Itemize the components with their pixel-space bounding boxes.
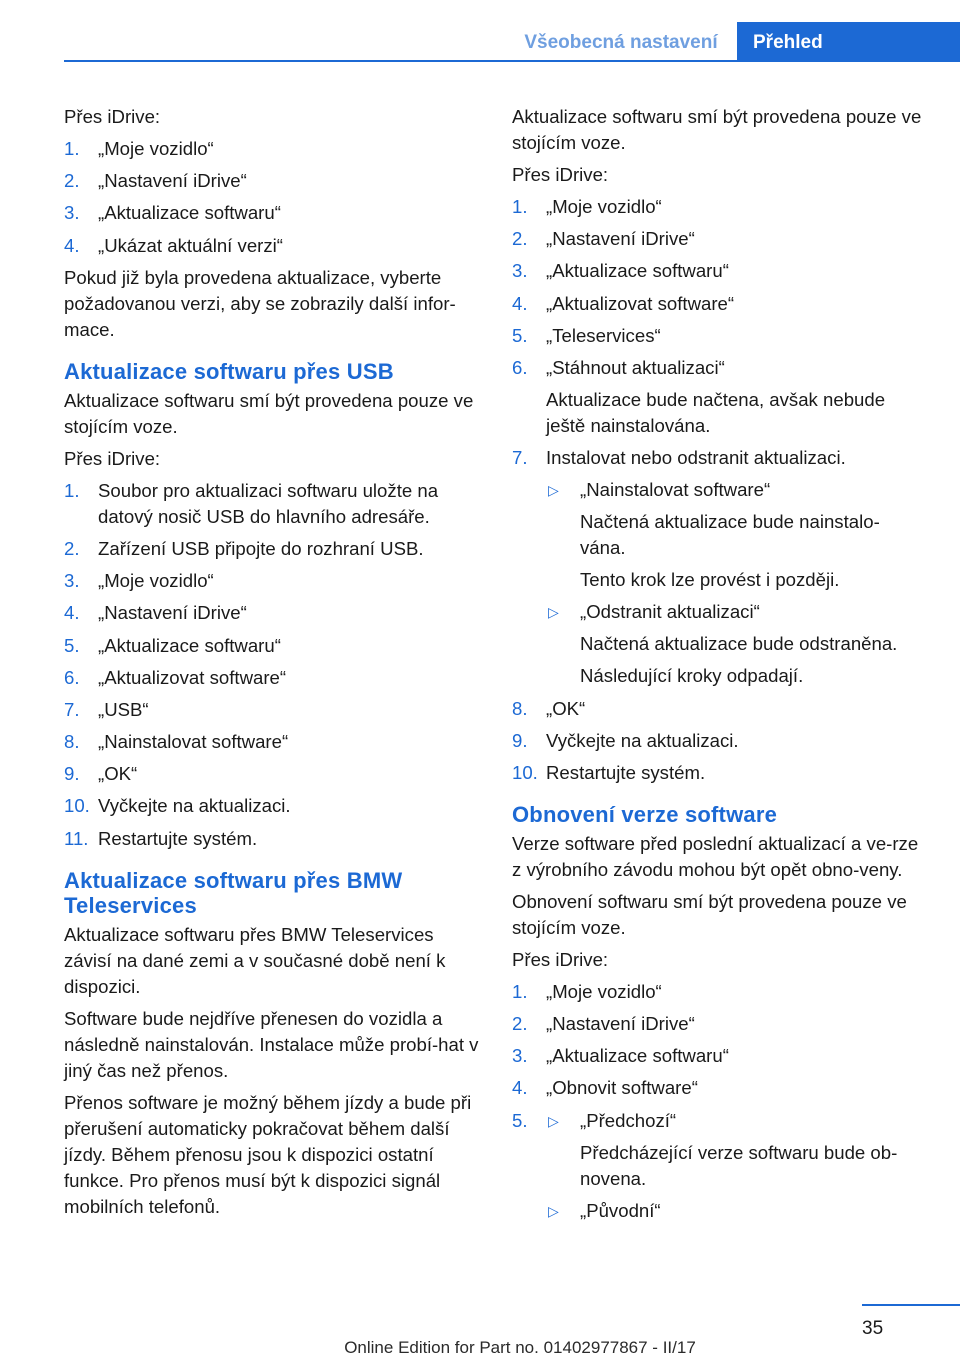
step-text: Restartujte systém. bbox=[546, 761, 706, 783]
step-text: „Nainstalovat software“ bbox=[98, 731, 289, 753]
step-number: 7. bbox=[64, 698, 80, 720]
step-number: 10. bbox=[512, 761, 538, 783]
option-label: „Odstranit aktualizaci“ bbox=[580, 601, 760, 623]
paragraph: Přenos software je možný během jízdy a bude při přerušení automaticky pokračovat během další jízdy. Během přenosu jsou k dispozici ostatní funkce. Pro přenos musí být k dispozici signál mobilních telefonů. bbox=[64, 1091, 472, 1217]
step-note: Aktualizace bude načtena, avšak nebude ještě nainstalována. bbox=[546, 388, 886, 436]
header-section-title: Všeobecná nastavení bbox=[524, 32, 718, 53]
page-number: 35 bbox=[862, 1318, 884, 1339]
list-item bbox=[512, 979, 924, 1005]
option-note: Následující kroky odpadají. bbox=[580, 665, 804, 687]
option-label: „Nainstalovat software“ bbox=[580, 479, 771, 501]
step-number: 4. bbox=[512, 292, 528, 314]
step-number: 1. bbox=[64, 138, 80, 159]
paragraph: Přes iDrive: bbox=[512, 164, 609, 185]
option-label: „Předchozí“ bbox=[580, 1109, 677, 1131]
step-text: „Ukázat aktuální verzi“ bbox=[98, 234, 283, 256]
list-item bbox=[64, 200, 479, 226]
list-item bbox=[64, 697, 479, 723]
steps-list bbox=[64, 136, 479, 259]
step-text: „USB“ bbox=[98, 698, 149, 720]
triangle-right-icon: ▷ bbox=[548, 1202, 559, 1219]
paragraph: Aktualizace softwaru smí být provedena pouze ve stojícím voze. bbox=[512, 106, 922, 153]
list-item bbox=[64, 761, 479, 787]
step-number: 11. bbox=[64, 827, 89, 849]
step-text: „Aktualizace softwaru“ bbox=[98, 202, 281, 224]
step-text: Restartujte systém. bbox=[98, 827, 258, 849]
list-item bbox=[64, 793, 479, 819]
paragraph: Aktualizace softwaru smí být provedena pouze ve stojícím voze. bbox=[64, 389, 474, 437]
step-number: 3. bbox=[512, 260, 528, 282]
list-item bbox=[512, 1011, 924, 1037]
option-list bbox=[546, 1108, 924, 1224]
step-text: „OK“ bbox=[546, 697, 586, 719]
step-text: Vyčkejte na aktualizaci. bbox=[98, 795, 291, 817]
step-number: 5. bbox=[512, 324, 528, 346]
step-number: 6. bbox=[512, 356, 528, 378]
step-text: Instalovat nebo odstranit aktualizaci. bbox=[546, 447, 846, 469]
option-item bbox=[546, 1198, 924, 1224]
step-text: „Aktualizace softwaru“ bbox=[546, 1045, 729, 1067]
step-number: 5. bbox=[512, 1109, 528, 1131]
step-text: „Moje vozidlo“ bbox=[546, 196, 662, 217]
footer-edition: Online Edition for Part no. 01402977867 - II/17 bbox=[344, 1338, 696, 1357]
step-text: „Aktualizovat software“ bbox=[98, 666, 287, 688]
step-number: 5. bbox=[64, 634, 80, 656]
paragraph: Aktualizace softwaru přes BMW Teleservices závisí na dané zemi a v současné době není k dispozici. bbox=[64, 923, 446, 997]
list-item bbox=[512, 323, 924, 349]
paragraph: Verze software před poslední aktualizací a ve‐rze z výrobního závodu mohou být opět obno‐veny. bbox=[512, 832, 919, 880]
list-item bbox=[64, 478, 479, 530]
step-number: 3. bbox=[64, 202, 80, 224]
list-item bbox=[64, 729, 479, 755]
step-text: „Moje vozidlo“ bbox=[546, 980, 662, 1002]
step-number: 4. bbox=[512, 1077, 528, 1099]
step-text: „Aktualizace softwaru“ bbox=[98, 634, 281, 656]
step-text: Soubor pro aktualizaci softwaru uložte na datový nosič USB do hlavního adresáře. bbox=[98, 479, 439, 527]
list-item bbox=[64, 633, 479, 659]
option-note: Načtená aktualizace bude nainstalo‐vána. bbox=[580, 511, 880, 559]
step-text: „Obnovit software“ bbox=[546, 1077, 698, 1099]
section-heading-usb: Aktualizace softwaru přes USB bbox=[64, 358, 394, 384]
header-active-tab-label: Přehled bbox=[753, 32, 823, 53]
list-item bbox=[64, 233, 479, 259]
step-number: 2. bbox=[512, 228, 528, 250]
steps-list bbox=[512, 194, 924, 786]
paragraph: Obnovení softwaru smí být provedena pouze ve stojícím voze. bbox=[512, 890, 907, 938]
option-item bbox=[546, 599, 924, 689]
step-number: 6. bbox=[64, 666, 80, 688]
list-item bbox=[512, 355, 924, 439]
step-number: 9. bbox=[512, 729, 528, 751]
paragraph: Přes iDrive: bbox=[512, 948, 609, 970]
step-text: „Nastavení iDrive“ bbox=[546, 228, 695, 250]
option-note: Předcházející verze softwaru bude ob‐novena. bbox=[580, 1141, 898, 1189]
step-number: 9. bbox=[64, 763, 80, 785]
option-label: „Původní“ bbox=[580, 1199, 661, 1221]
option-note: Načtená aktualizace bude odstraněna. bbox=[580, 633, 898, 655]
step-number: 4. bbox=[64, 234, 80, 256]
list-item bbox=[512, 258, 924, 284]
paragraph: Software bude nejdříve přenesen do vozidla a následně nainstalován. Instalace může probí‐hat v jiný čas než přenos. bbox=[64, 1007, 479, 1081]
list-item bbox=[512, 760, 924, 786]
list-item bbox=[64, 826, 479, 852]
section-heading-restore: Obnovení verze software bbox=[512, 801, 778, 827]
option-list bbox=[546, 477, 924, 689]
paragraph: Pokud již byla provedena aktualizace, vyberte požadovanou verzi, aby se zobrazily další infor‐mace. bbox=[64, 266, 456, 340]
list-item bbox=[512, 226, 924, 252]
option-note: Tento krok lze provést i později. bbox=[580, 569, 840, 591]
step-text: Vyčkejte na aktualizaci. bbox=[546, 729, 739, 751]
step-text: Zařízení USB připojte do rozhraní USB. bbox=[98, 537, 424, 559]
steps-list bbox=[64, 478, 479, 852]
step-number: 1. bbox=[512, 196, 528, 217]
list-item bbox=[64, 665, 479, 691]
step-text: „Nastavení iDrive“ bbox=[98, 170, 247, 192]
step-number: 3. bbox=[512, 1045, 528, 1067]
step-number: 4. bbox=[64, 602, 80, 624]
right-column bbox=[512, 104, 924, 1230]
step-text: „Aktualizovat software“ bbox=[546, 292, 735, 314]
step-number: 8. bbox=[64, 731, 80, 753]
step-text: „Nastavení iDrive“ bbox=[98, 602, 247, 624]
list-item bbox=[512, 291, 924, 317]
triangle-right-icon: ▷ bbox=[548, 482, 559, 499]
list-item bbox=[512, 1075, 924, 1101]
step-number: 3. bbox=[64, 570, 80, 592]
list-item bbox=[512, 194, 924, 220]
step-text: „Aktualizace softwaru“ bbox=[546, 260, 729, 282]
option-item bbox=[546, 477, 924, 593]
steps-list bbox=[512, 979, 924, 1224]
list-item bbox=[512, 696, 924, 722]
paragraph: Přes iDrive: bbox=[64, 447, 161, 469]
header-rule bbox=[64, 60, 960, 62]
step-text: „OK“ bbox=[98, 763, 138, 785]
list-item bbox=[512, 445, 924, 689]
list-item bbox=[64, 168, 479, 194]
list-item bbox=[64, 568, 479, 594]
header-active-tab[interactable] bbox=[737, 22, 960, 62]
step-text: „Teleservices“ bbox=[546, 324, 661, 346]
step-number: 7. bbox=[512, 447, 528, 469]
step-number: 2. bbox=[64, 537, 80, 559]
list-item bbox=[64, 536, 479, 562]
list-item bbox=[512, 1108, 924, 1224]
triangle-right-icon: ▷ bbox=[548, 604, 559, 621]
list-item bbox=[512, 728, 924, 754]
list-item bbox=[512, 1043, 924, 1069]
step-text: „Nastavení iDrive“ bbox=[546, 1013, 695, 1035]
list-item bbox=[64, 600, 479, 626]
triangle-right-icon: ▷ bbox=[548, 1112, 559, 1129]
step-number: 1. bbox=[64, 479, 80, 501]
footer-rule bbox=[862, 1304, 960, 1306]
step-text: „Moje vozidlo“ bbox=[98, 138, 214, 159]
left-column bbox=[64, 104, 479, 1226]
section-heading-teleservices: Aktualizace softwaru přes BMW Teleservices bbox=[64, 867, 403, 918]
step-number: 2. bbox=[64, 170, 80, 192]
step-number: 10. bbox=[64, 795, 90, 817]
step-text: „Stáhnout aktualizaci“ bbox=[546, 356, 725, 378]
option-item bbox=[546, 1108, 924, 1192]
step-number: 2. bbox=[512, 1013, 528, 1035]
paragraph: Přes iDrive: bbox=[64, 106, 161, 127]
step-number: 8. bbox=[512, 697, 528, 719]
list-item bbox=[64, 136, 479, 162]
step-number: 1. bbox=[512, 980, 528, 1002]
step-text: „Moje vozidlo“ bbox=[98, 570, 214, 592]
